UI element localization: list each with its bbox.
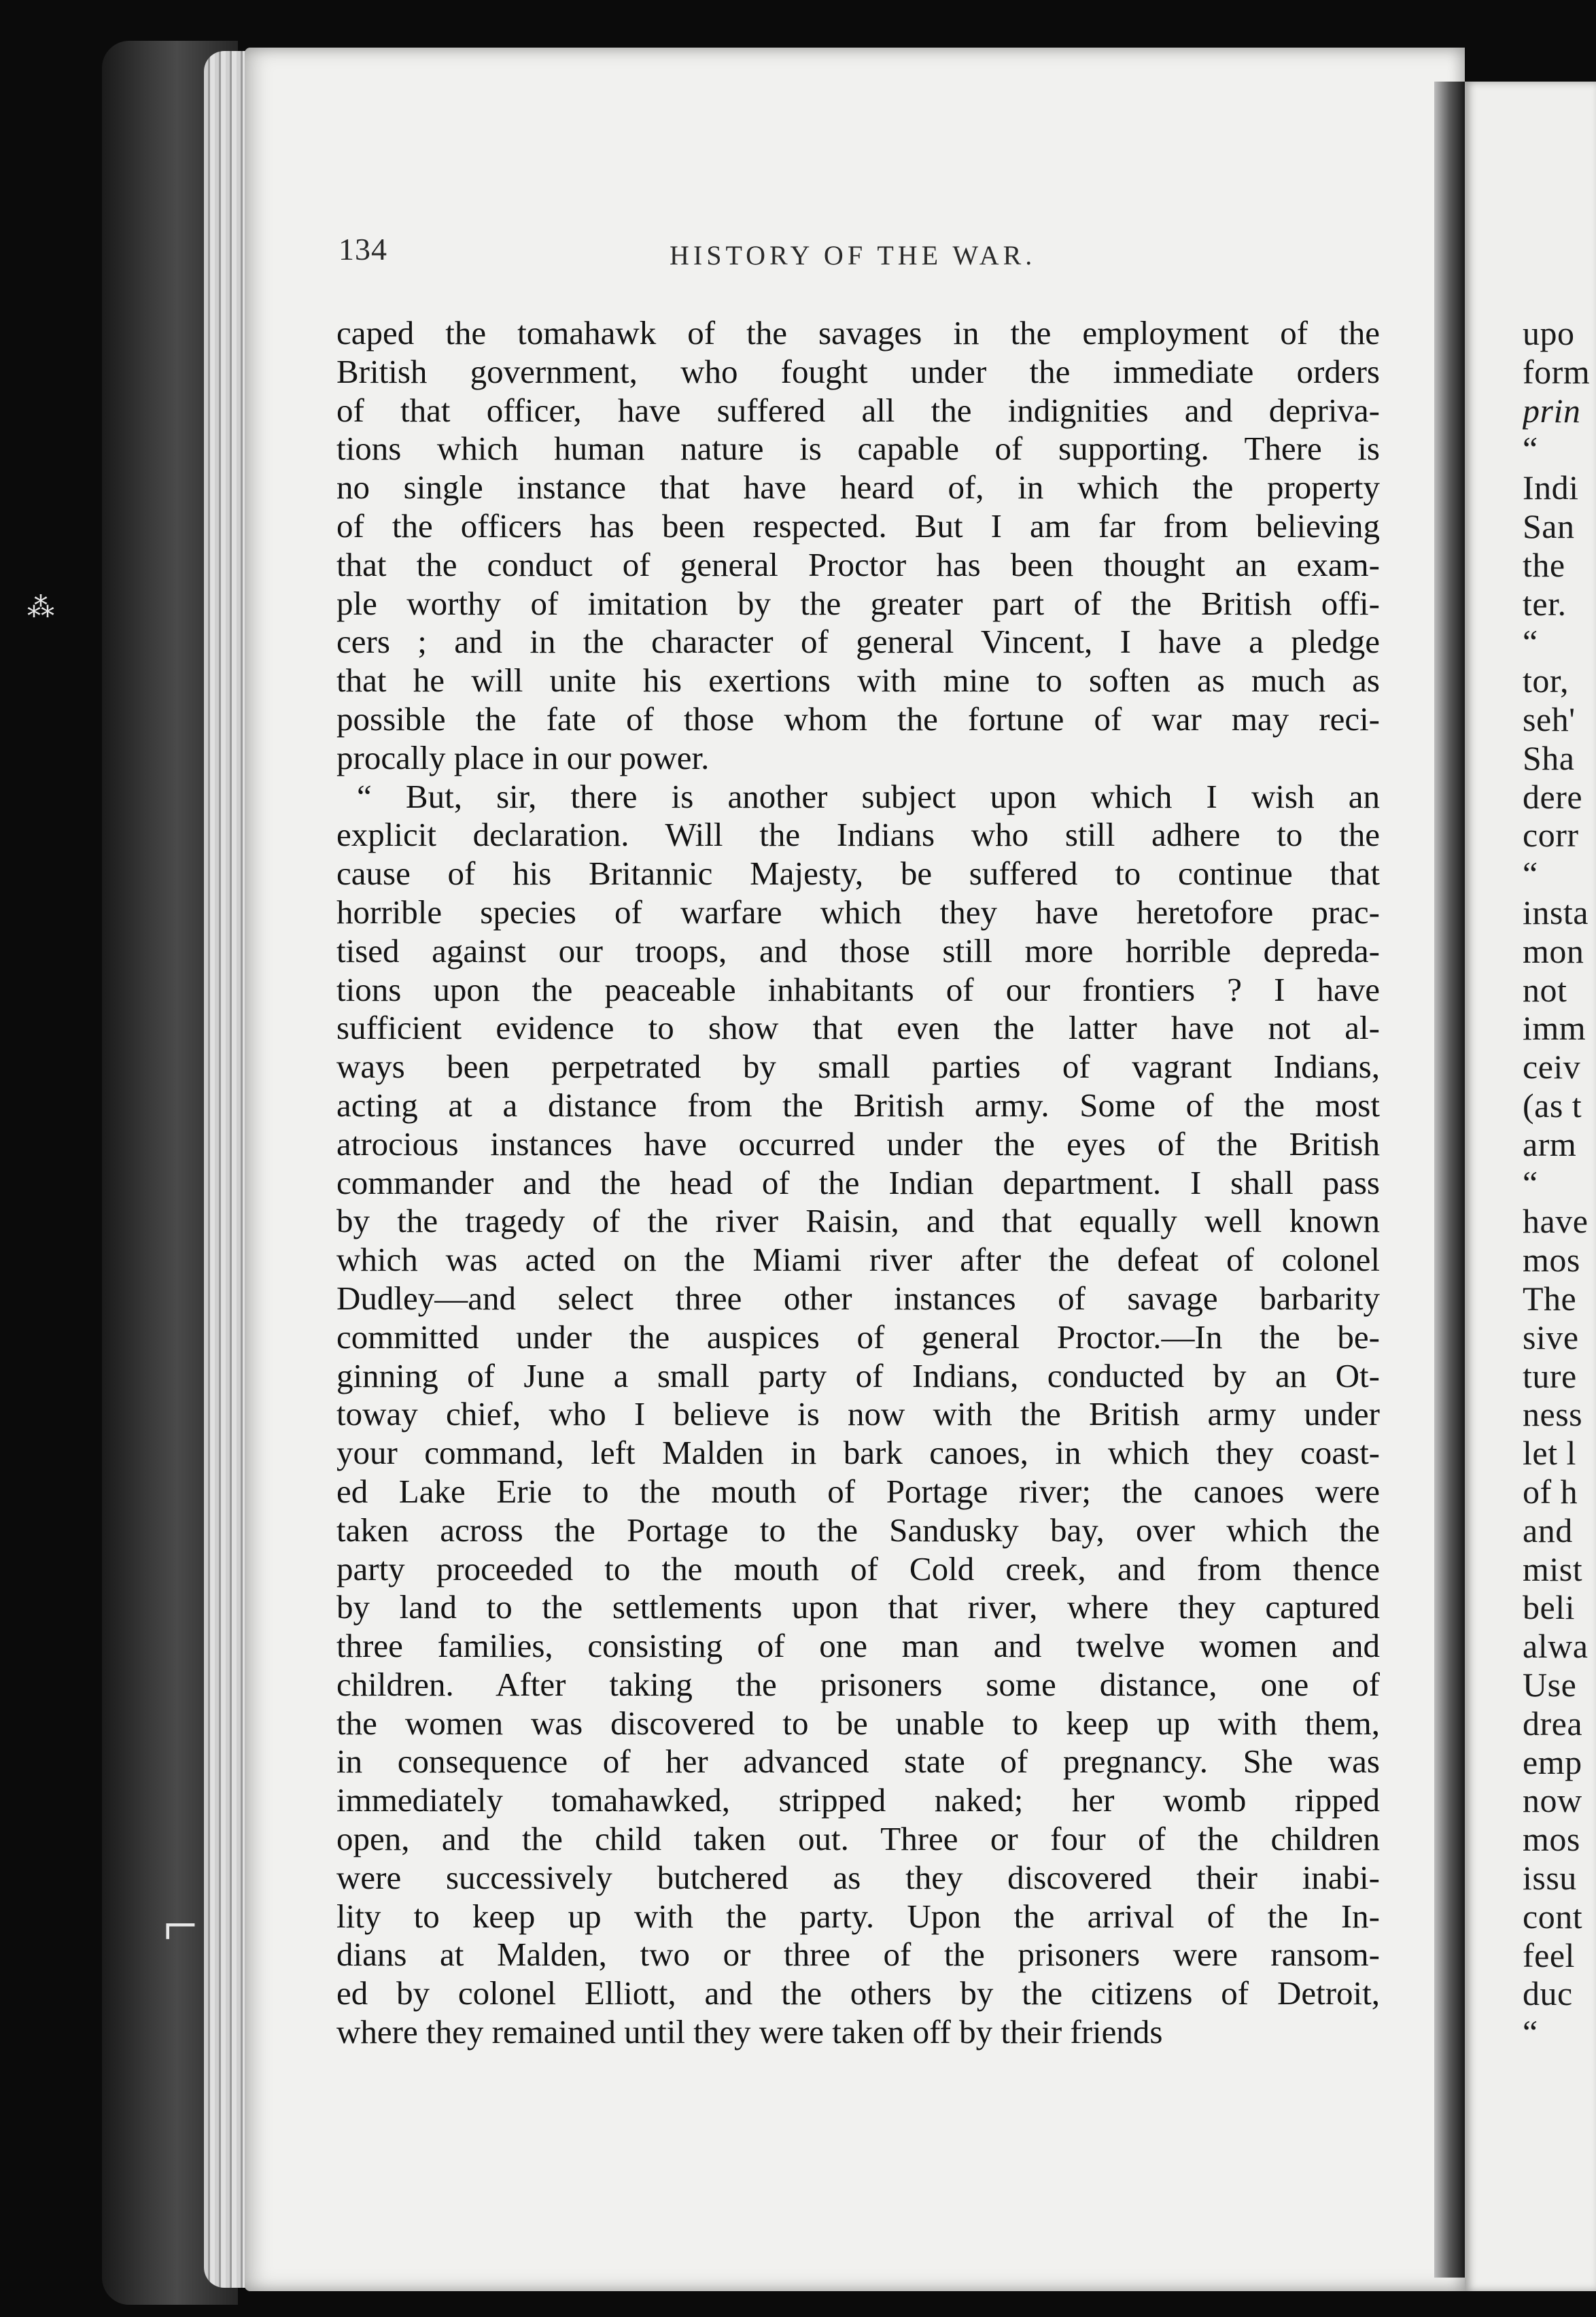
right-page-fragment: (as t bbox=[1523, 1086, 1582, 1125]
running-head: HISTORY OF THE WAR. bbox=[670, 240, 1037, 271]
text-line: toway chief, who I believe is now with the British army under bbox=[336, 1395, 1380, 1433]
text-line: which was acted on the Miami river after the defeat of colonel bbox=[336, 1241, 1380, 1279]
text-line: tions which human nature is capable of supporting. There is bbox=[336, 430, 1380, 468]
text-line: “ But, sir, there is another subject upon which I wish an bbox=[357, 777, 1380, 815]
right-page-fragment: mos bbox=[1523, 1820, 1580, 1859]
right-page-fragment: ness bbox=[1523, 1395, 1583, 1434]
right-page-fragment: “ bbox=[1523, 623, 1538, 662]
text-line: children. After taking the prisoners some distance, one of bbox=[336, 1665, 1380, 1703]
text-line: ed Lake Erie to the mouth of Portage river; the canoes were bbox=[336, 1472, 1380, 1510]
right-page-fragment: of h bbox=[1523, 1473, 1578, 1511]
right-page-fragment: cont bbox=[1523, 1897, 1583, 1936]
right-page-fragment: imm bbox=[1523, 1009, 1586, 1048]
text-line: committed under the auspices of general Proctor.—In the be- bbox=[336, 1318, 1380, 1356]
right-page-fragment: “ bbox=[1523, 430, 1538, 468]
right-page-fragment: arm bbox=[1523, 1125, 1577, 1163]
right-page-fragment: have bbox=[1523, 1202, 1589, 1241]
text-line: caped the tomahawk of the savages in the employment of the bbox=[336, 314, 1380, 351]
text-line: taken across the Portage to the Sandusky bay, over which the bbox=[336, 1511, 1380, 1549]
text-line: by land to the settlements upon that river, where they captured bbox=[336, 1588, 1380, 1626]
right-page-fragment: feel bbox=[1523, 1936, 1575, 1974]
body-text bbox=[336, 314, 1380, 2052]
text-line: party proceeded to the mouth of Cold creek, and from thence bbox=[336, 1549, 1380, 1587]
text-line: ways been perpetrated by small parties of vagrant Indians, bbox=[336, 1048, 1380, 1086]
right-page-fragment: issu bbox=[1523, 1859, 1577, 1897]
text-line: were successively butchered as they discovered their inabi- bbox=[336, 1858, 1380, 1896]
right-page-fragment: Use bbox=[1523, 1666, 1577, 1704]
right-page-fragment: ter. bbox=[1523, 584, 1567, 623]
right-page-fragment: Sha bbox=[1523, 738, 1575, 777]
text-line: procally place in our power. bbox=[336, 738, 710, 776]
text-line: dians at Malden, two or three of the prisoners were ransom- bbox=[336, 1936, 1380, 1974]
right-page-fragment: prin bbox=[1523, 391, 1581, 430]
text-line: ginning of June a small party of Indians, conducted by an Ot- bbox=[336, 1356, 1380, 1394]
right-page-fragment: sive bbox=[1523, 1318, 1579, 1356]
right-page-fragment: seh' bbox=[1523, 700, 1576, 738]
right-page-fragment: the bbox=[1523, 545, 1565, 584]
scan-artifact: ⌐ bbox=[163, 1891, 198, 1959]
page-number: 134 bbox=[339, 232, 387, 267]
right-page-fragment: beli bbox=[1523, 1588, 1575, 1627]
text-line: in consequence of her advanced state of pregnancy. She was bbox=[336, 1743, 1380, 1781]
text-line: ed by colonel Elliott, and the others by the citizens of Detroit, bbox=[336, 1974, 1380, 2012]
text-line: no single instance that have heard of, in which the property bbox=[336, 468, 1380, 507]
right-page-fragment: emp bbox=[1523, 1743, 1582, 1781]
text-line: sufficient evidence to show that even the latter have not al- bbox=[336, 1009, 1380, 1047]
text-line: three families, consisting of one man and twelve women and bbox=[336, 1627, 1380, 1665]
text-line: possible the fate of those whom the fortune of war may reci- bbox=[336, 700, 1380, 738]
text-line: of the officers has been respected. But I am far from believing bbox=[336, 507, 1380, 545]
right-page-fragment: let l bbox=[1523, 1434, 1576, 1473]
right-page-fragment: “ bbox=[1523, 1163, 1538, 1202]
right-page-fragment: ture bbox=[1523, 1356, 1577, 1395]
text-line: where they remained until they were taken off by their friends bbox=[336, 2013, 1163, 2051]
text-line: immediately tomahawked, stripped naked; her womb ripped bbox=[336, 1781, 1380, 1819]
right-page-fragment: form bbox=[1523, 352, 1591, 391]
right-page-fragment: not bbox=[1523, 970, 1567, 1009]
text-line: British government, who fought under the immediate orders bbox=[336, 352, 1380, 390]
text-line: by the tragedy of the river Raisin, and that equally well known bbox=[336, 1202, 1380, 1240]
right-page-fragment: Indi bbox=[1523, 468, 1579, 507]
right-page-fragment: “ bbox=[1523, 855, 1538, 893]
text-line: atrocious instances have occurred under the eyes of the British bbox=[336, 1125, 1380, 1163]
text-line: tised against our troops, and those still more horrible depreda- bbox=[336, 931, 1380, 969]
right-page-fragment: corr bbox=[1523, 816, 1579, 855]
text-line: that the conduct of general Proctor has been thought an exam- bbox=[336, 545, 1380, 583]
right-page-fragment: drea bbox=[1523, 1704, 1583, 1743]
text-line: open, and the child taken out. Three or four of the children bbox=[336, 1820, 1380, 1858]
text-line: the women was discovered to be unable to keep up with them, bbox=[336, 1704, 1380, 1742]
right-page-fragment: mon bbox=[1523, 931, 1584, 970]
right-page-fragment: insta bbox=[1523, 893, 1589, 931]
text-line: tions upon the peaceable inhabitants of our frontiers ? I have bbox=[336, 970, 1380, 1008]
right-page-fragment: tor, bbox=[1523, 662, 1569, 700]
right-page-fragment: dere bbox=[1523, 777, 1583, 816]
text-line: lity to keep up with the party. Upon the arrival of the In- bbox=[336, 1897, 1380, 1935]
right-page-fragment: upo bbox=[1523, 314, 1575, 352]
right-page-fragment: San bbox=[1523, 507, 1575, 545]
text-line: commander and the head of the Indian department. I shall pass bbox=[336, 1163, 1380, 1201]
scan-artifact: ⁂ bbox=[27, 592, 54, 623]
text-line: cers ; and in the character of general Vincent, I have a pledge bbox=[336, 623, 1380, 661]
text-line: your command, left Malden in bark canoes, in which they coast- bbox=[336, 1434, 1380, 1472]
right-page-fragment: alwa bbox=[1523, 1627, 1589, 1666]
right-page-fragment: now bbox=[1523, 1781, 1582, 1820]
book-gutter bbox=[1434, 82, 1465, 2278]
right-page-fragment: “ bbox=[1523, 2013, 1538, 2052]
text-line: of that officer, have suffered all the indignities and depriva- bbox=[336, 391, 1380, 429]
text-line: explicit declaration. Will the Indians who still adhere to the bbox=[336, 816, 1380, 854]
right-page-fragment: mos bbox=[1523, 1241, 1580, 1280]
text-line: Dudley—and select three other instances of savage barbarity bbox=[336, 1279, 1380, 1317]
text-line: ple worthy of imitation by the greater part of the British offi- bbox=[336, 584, 1380, 622]
right-page-fragment: and bbox=[1523, 1511, 1573, 1549]
text-line: horrible species of warfare which they have heretofore prac- bbox=[336, 893, 1380, 931]
right-page-fragment: duc bbox=[1523, 1974, 1573, 2013]
right-page-fragment: ceiv bbox=[1523, 1048, 1581, 1086]
right-page-fragment: mist bbox=[1523, 1549, 1583, 1588]
text-line: cause of his Britannic Majesty, be suffered to continue that bbox=[336, 855, 1380, 893]
right-page-fragment: The bbox=[1523, 1280, 1577, 1318]
text-line: that he will unite his exertions with mine to soften as much as bbox=[336, 662, 1380, 700]
text-line: acting at a distance from the British army. Some of the most bbox=[336, 1086, 1380, 1124]
